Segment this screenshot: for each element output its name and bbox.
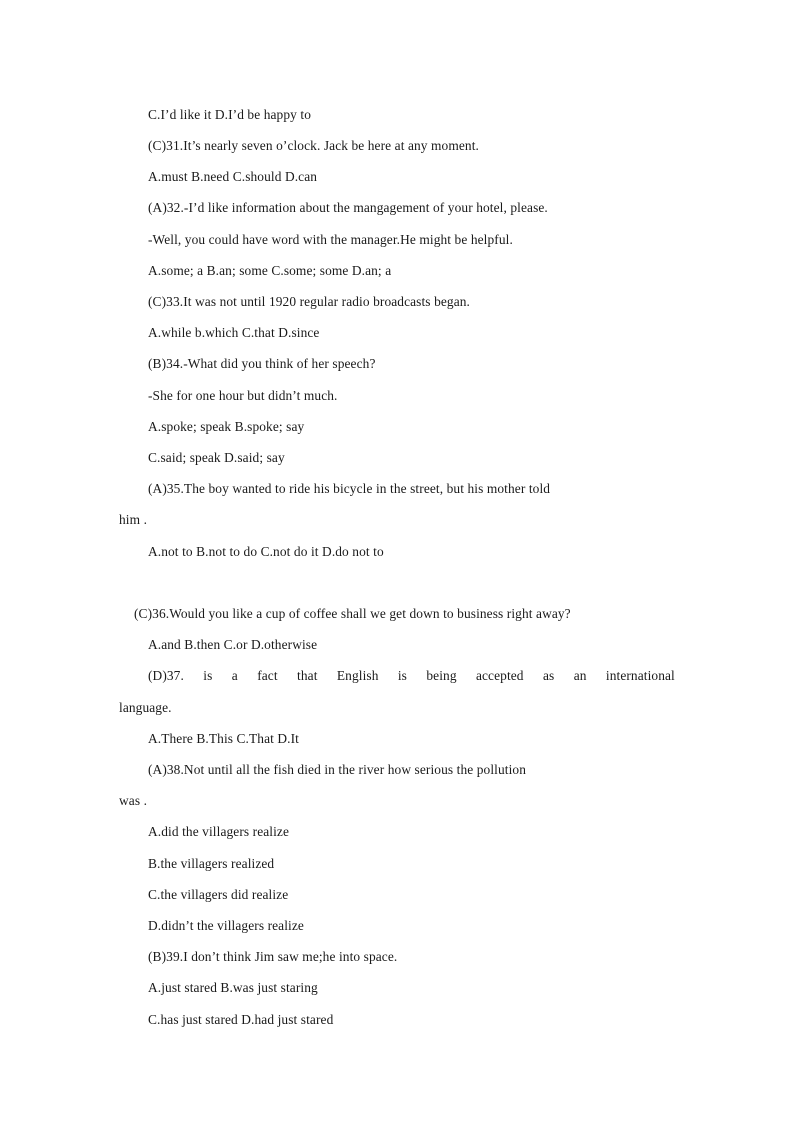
options-34: A.spoke; speak B.spoke; say	[148, 419, 305, 434]
options-34: C.said; speak D.said; say	[148, 450, 285, 465]
word: is	[203, 668, 213, 683]
word: is	[397, 668, 407, 683]
options-37: A.There B.This C.That D.It	[148, 731, 299, 746]
options-35: A.not to B.not to do C.not do it D.do not to	[148, 544, 384, 559]
question-33: (C)33.It was not until 1920 regular radio broadcasts began.	[148, 294, 470, 309]
text-line: -Well, you could have word with the manager.He might be helpful.	[148, 232, 513, 247]
text-line: was .	[119, 793, 148, 808]
word: (D)37.	[148, 668, 184, 683]
question-31: (C)31.It’s nearly seven o’clock. Jack be here at any moment.	[148, 138, 479, 153]
options-32: A.some; a B.an; some C.some; some D.an; a	[148, 263, 392, 278]
options-36: A.and B.then C.or D.otherwise	[148, 637, 318, 652]
text-line: language.	[119, 700, 172, 715]
word: a	[231, 668, 238, 683]
options-39: C.has just stared D.had just stared	[148, 1012, 334, 1027]
options-39: A.just stared B.was just staring	[148, 980, 318, 995]
word: that	[297, 668, 318, 683]
word: English	[336, 668, 379, 683]
word: accepted	[475, 668, 524, 683]
question-36: (C)36.Would you like a cup of coffee shall we get down to business right away?	[134, 606, 571, 621]
text-line: -She for one hour but didn’t much.	[148, 388, 338, 403]
options-31: A.must B.need C.should D.can	[148, 169, 318, 184]
word: as	[542, 668, 555, 683]
options-38: A.did the villagers realize	[148, 824, 290, 839]
question-34: (B)34.-What did you think of her speech?	[148, 356, 376, 371]
text-line: him .	[119, 512, 148, 527]
question-39: (B)39.I don’t think Jim saw me;he into space.	[148, 949, 398, 964]
question-37	[148, 668, 675, 684]
options-38: D.didn’t the villagers realize	[148, 918, 304, 933]
question-38: (A)38.Not until all the fish died in the river how serious the pollution	[148, 762, 526, 777]
question-32: (A)32.-I’d like information about the mangagement of your hotel, please.	[148, 200, 548, 215]
options-33: A.while b.which C.that D.since	[148, 325, 320, 340]
text-line: C.I’d like it D.I’d be happy to	[148, 107, 312, 122]
options-38: B.the villagers realized	[148, 856, 275, 871]
word: being	[426, 668, 457, 683]
word: fact	[257, 668, 278, 683]
options-38: C.the villagers did realize	[148, 887, 289, 902]
word: an	[573, 668, 587, 683]
word: international	[605, 668, 675, 683]
question-35: (A)35.The boy wanted to ride his bicycle in the street, but his mother told	[148, 481, 551, 496]
